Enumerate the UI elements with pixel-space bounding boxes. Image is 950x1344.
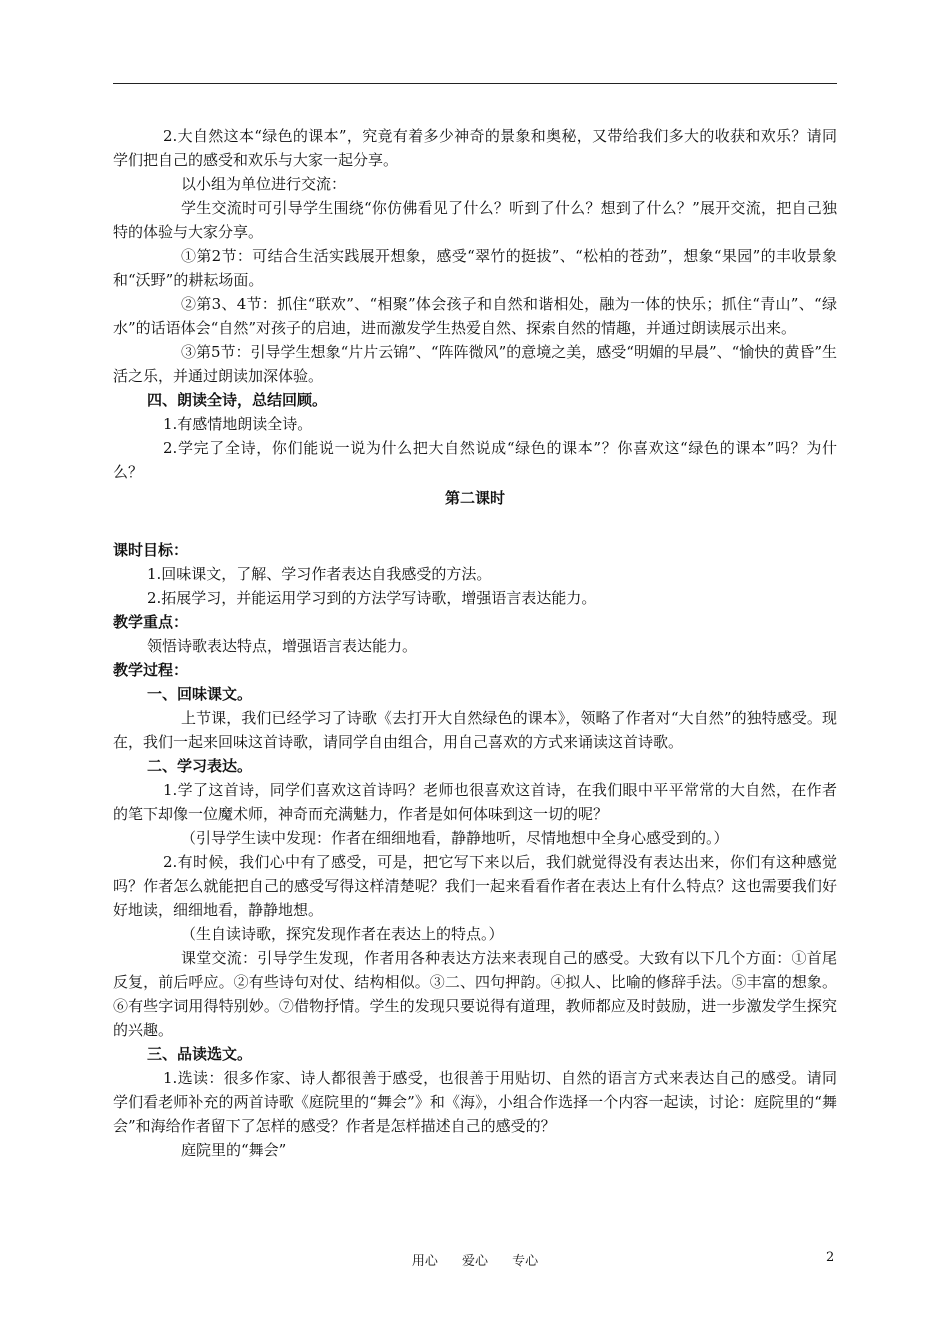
paragraph: 庭院里的“舞会” <box>181 1141 287 1159</box>
paragraph: 2.有时候，我们心中有了感受，可是，把它写下来以后，我们就觉得没有表达出来，你们有这种感觉吗？作者怎么就能把自己的感受写得这样清楚呢？我们一起来看看作者在表达上有什么特点？这也需要我们好好地读，细细地看，静静地想。 <box>113 853 837 919</box>
page-number: 2 <box>826 1250 835 1265</box>
paragraph: 1.学了这首诗，同学们喜欢这首诗吗？老师也很喜欢这首诗，在我们眼中平平常常的大自然，在作者的笔下却像一位魔术师，神奇而充满魅力，作者是如何体味到这一切的呢？ <box>113 781 837 823</box>
paragraph: 以小组为单位进行交流： <box>181 175 347 193</box>
paragraph: 课堂交流：引导学生发现，作者用各种表达方法来表现自己的感受。大致有以下几个方面：①首尾反复，前后呼应。②有些诗句对仗、结构相似。③二、四句押韵。④拟人、比喻的修辞手法。⑤丰富的想象。⑥有些字词用得特别妙。⑦借物抒情。学生的发现只要说得有道理，教师都应及时鼓励，进一步激发学生探究的兴趣。 <box>113 949 837 1039</box>
section-label: 教学重点： <box>113 613 189 631</box>
paragraph: 领悟诗歌表达特点，增强语言表达能力。 <box>147 637 418 655</box>
paragraph: 1.回味课文，了解、学习作者表达自我感受的方法。 <box>147 565 492 583</box>
paragraph: 2.学完了全诗，你们能说一说为什么把大自然说成“绿色的课本”？你喜欢这“绿色的课本”吗？为什么？ <box>113 439 837 481</box>
paragraph: ①第2节：可结合生活实践展开想象，感受“翠竹的挺拔”、“松柏的苍劲”，想象“果园”的丰收景象和“沃野”的耕耘场面。 <box>113 247 837 289</box>
section-label: 教学过程： <box>113 661 189 679</box>
paragraph: 上节课，我们已经学习了诗歌《去打开大自然绿色的课本》，领略了作者对“大自然”的独特感受。现在，我们一起来回味这首诗歌，请同学自由组合，用自己喜欢的方式来诵读这首诗歌。 <box>113 709 837 751</box>
document-body <box>113 124 837 1162</box>
section-heading: 一、回味课文。 <box>147 685 253 703</box>
footer-motto-2: 爱心 <box>461 1254 488 1269</box>
paragraph: （引导学生读中发现：作者在细细地看，静静地听，尽情地想中全身心感受到的。） <box>181 829 729 847</box>
paragraph: 学生交流时可引导学生围绕“你仿佛看见了什么？听到了什么？想到了什么？”展开交流，把自己独特的体验与大家分享。 <box>113 199 837 241</box>
paragraph: 1.有感情地朗读全诗。 <box>163 415 313 433</box>
paragraph: ③第5节：引导学生想象“片片云锦”、“阵阵微风”的意境之美，感受“明媚的早晨”、“愉快的黄昏”生活之乐，并通过朗读加深体验。 <box>113 343 837 385</box>
paragraph: （生自读诗歌，探究发现作者在表达上的特点。） <box>181 925 504 943</box>
paragraph: 1.选读：很多作家、诗人都很善于感受，也很善于用贴切、自然的语言方式来表达自己的感受。请同学们看老师补充的两首诗歌《庭院里的“舞会”》和《海》，小组合作选择一个内容一起读，讨论：庭院里的“舞会”和海给作者留下了怎样的感受？作者是怎样描述自己的感受的？ <box>113 1069 837 1135</box>
paragraph: ②第3、4节：抓住“联欢”、“相聚”体会孩子和自然和谐相处，融为一体的快乐；抓住“青山”、“绿水”的话语体会“自然”对孩子的启迪，进而激发学生热爱自然、探索自然的情趣，并通过朗读展示出来。 <box>113 295 837 337</box>
section-label: 课时目标： <box>113 541 189 559</box>
footer-motto-1: 用心 <box>411 1254 438 1269</box>
section-heading: 四、朗读全诗，总结回顾。 <box>147 391 328 409</box>
header-rule <box>113 83 837 84</box>
footer-motto-3: 专心 <box>512 1254 539 1269</box>
section-heading: 二、学习表达。 <box>147 757 253 775</box>
paragraph: 2.大自然这本“绿色的课本”，究竟有着多少神奇的景象和奥秘，又带给我们多大的收获和欢乐？请同学们把自己的感受和欢乐与大家一起分享。 <box>113 127 837 169</box>
section-heading: 三、品读选文。 <box>147 1045 253 1063</box>
lesson-title: 第二课时 <box>444 489 505 507</box>
footer-motto <box>0 1250 950 1269</box>
paragraph: 2.拓展学习，并能运用学习到的方法学写诗歌，增强语言表达能力。 <box>147 589 597 607</box>
